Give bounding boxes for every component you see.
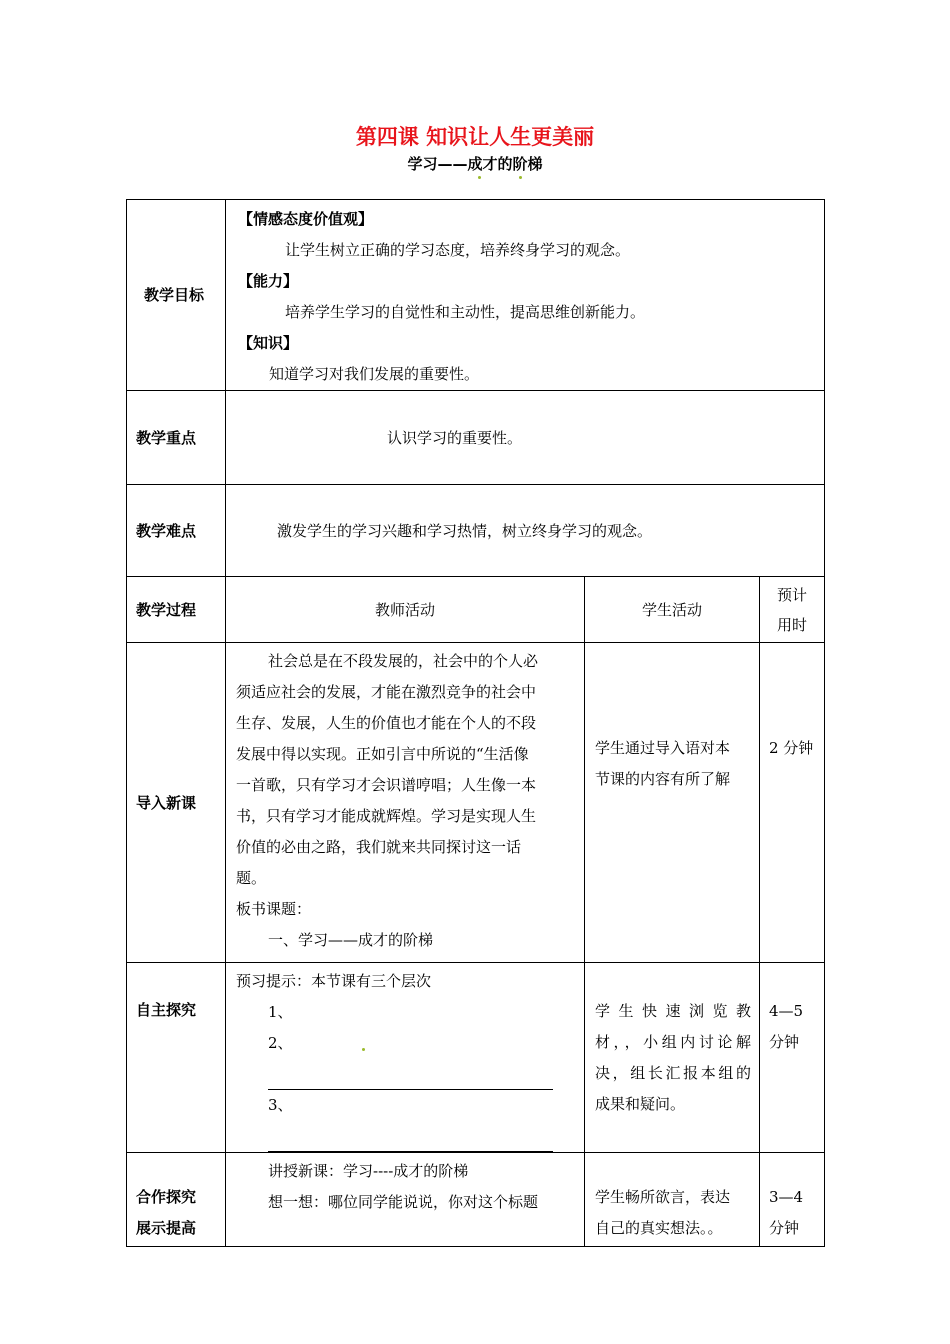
blank-line (268, 1137, 553, 1152)
intro-time: 2 分钟 (760, 643, 825, 963)
intro-label: 导入新课 (127, 643, 226, 963)
student-activity-header: 学生活动 (585, 577, 760, 643)
decorative-dot (362, 1048, 365, 1051)
lesson-title: 第四课 知识让人生更美丽 (355, 125, 595, 149)
process-header-row (127, 577, 825, 643)
intro-line: 生存、发展，人生的价值也才能在个人的不段 (236, 714, 537, 732)
objectives-row (127, 200, 825, 391)
level-item-1: 1、 (268, 1003, 293, 1021)
time-header: 预计 用时 (760, 577, 825, 643)
intro-line: 题。 (236, 869, 267, 887)
self-explore-time: 4—5 分钟 (760, 963, 825, 1153)
decorative-dot (519, 176, 522, 179)
lesson-subtitle: 学习——成才的阶梯 (407, 155, 543, 173)
key-point-row (127, 391, 825, 485)
key-point-text: 认识学习的重要性。 (226, 391, 825, 485)
objectives-label: 教学目标 (127, 200, 226, 391)
level-item-2: 2、 (236, 1028, 576, 1090)
knowledge-heading: 【知识】 (238, 334, 299, 352)
intro-line: 书，只有学习才能成就辉煌。学习是实现人生 (236, 807, 537, 825)
key-point-label: 教学重点 (127, 391, 226, 485)
self-explore-row (127, 963, 825, 1153)
preview-hint: 预习提示：本节课有三个层次 (236, 972, 432, 990)
intro-teacher-activity (226, 643, 585, 963)
difficulty-row (127, 485, 825, 577)
difficulty-text: 激发学生的学习兴趣和学习热情，树立终身学习的观念。 (226, 485, 825, 577)
lesson-plan-table (126, 199, 825, 1247)
self-explore-label: 自主探究 (127, 963, 226, 1153)
intro-line: 发展中得以实现。正如引言中所说的“生活像 (236, 745, 529, 763)
cooperate-student-activity: 学生畅所欲言，表达 自己的真实想法。。 (585, 1153, 760, 1247)
decorative-dot (478, 176, 481, 179)
difficulty-label: 教学难点 (127, 485, 226, 577)
ability-heading: 【能力】 (238, 272, 299, 290)
intro-line: 价值的必由之路，我们就来共同探讨这一话 (236, 838, 522, 856)
intro-line: 社会总是在不段发展的，社会中的个人必 (268, 652, 539, 670)
board-title: 一、学习——成才的阶梯 (268, 931, 434, 949)
knowledge-text: 知道学习对我们发展的重要性。 (269, 365, 480, 383)
cooperate-time: 3—4 分钟 (760, 1153, 825, 1247)
blank-line (268, 1075, 553, 1090)
ability-text: 培养学生学习的自觉性和主动性，提高思维创新能力。 (285, 303, 646, 321)
cooperate-label: 合作探究 展示提高 (127, 1153, 226, 1247)
objectives-content (226, 200, 825, 391)
board-label: 板书课题： (236, 900, 312, 918)
attitude-heading: 【情感态度价值观】 (238, 210, 374, 228)
cooperate-teacher-activity: 讲授新课：学习----成才的阶梯 想一想：哪位同学能说说，你对这个标题 (226, 1153, 585, 1247)
process-label: 教学过程 (127, 577, 226, 643)
level-item-3: 3、 (236, 1090, 576, 1152)
self-explore-student-activity: 学 生 快 速 浏 览 教 材，，小组内讨论解 决，组长汇报本组的 成果和疑问。 (585, 963, 760, 1153)
teacher-activity-header: 教师活动 (226, 577, 585, 643)
intro-line: 须适应社会的发展，才能在激烈竞争的社会中 (236, 683, 537, 701)
cooperate-row (127, 1153, 825, 1247)
intro-line: 一首歌，只有学习才会识谱哼唱；人生像一本 (236, 776, 537, 794)
self-explore-teacher-activity (226, 963, 585, 1153)
intro-row (127, 643, 825, 963)
intro-student-activity: 学生通过导入语对本 节课的内容有所了解 (585, 643, 760, 963)
attitude-text: 让学生树立正确的学习态度，培养终身学习的观念。 (285, 241, 631, 259)
